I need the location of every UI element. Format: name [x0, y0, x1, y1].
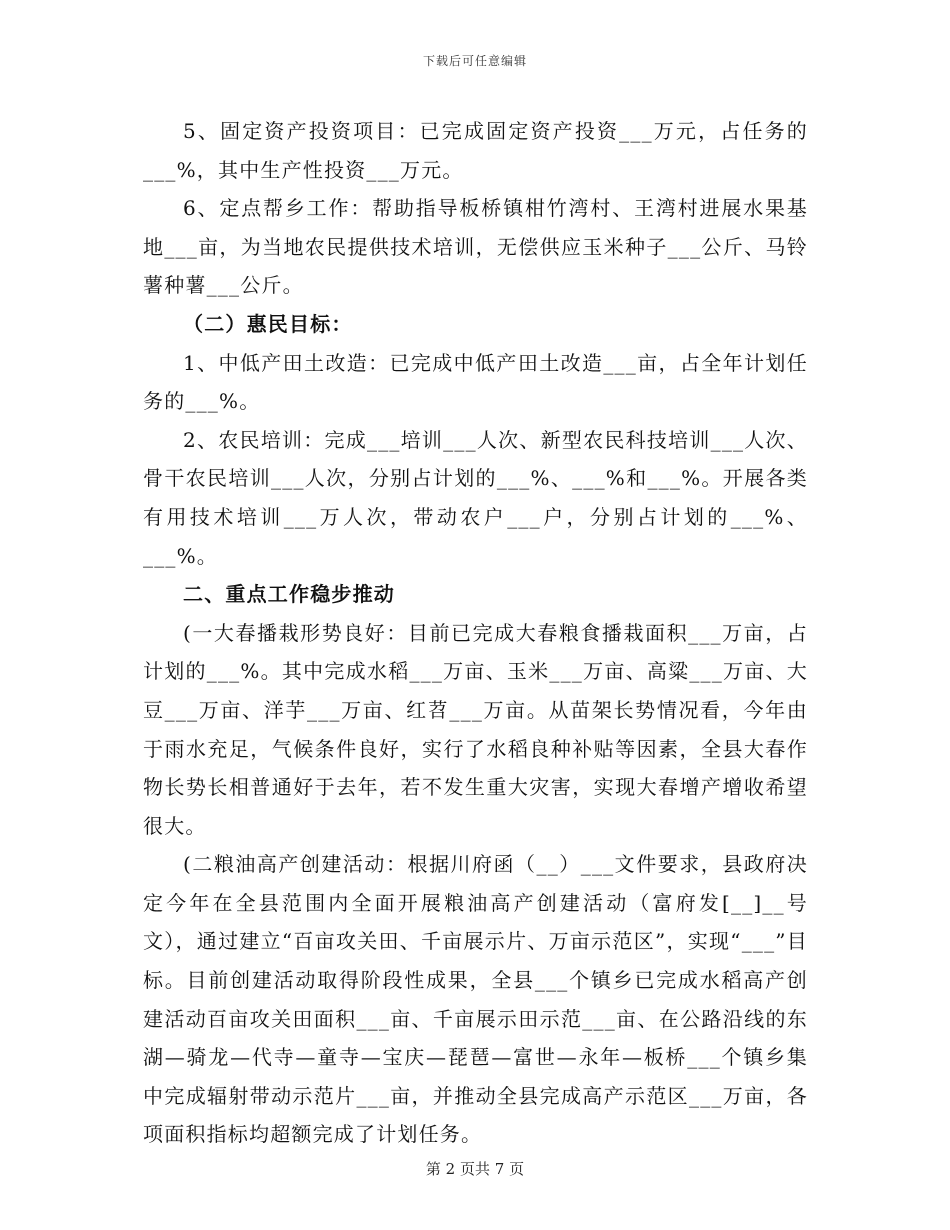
- paragraph-farmland-improvement: 1、中低产田土改造：已完成中低产田土改造___亩，占全年计划任务的___%。: [143, 350, 808, 414]
- paragraph-farmer-training: 2、农民培训：完成___培训___人次、新型农民科技培训___人次、骨干农民培训___人次，分别占计划的___%、___%和___%。开展各类有用技术培训___万人次，带动农户___户，分别占计划的___%、___%。: [143, 427, 808, 568]
- section-heading-benefit-targets: （二）惠民目标：: [183, 311, 353, 336]
- paragraph-high-yield-campaign: (二粮油高产创建活动：根据川府函（__）___文件要求，县政府决定今年在全县范围内全面开展粮油高产创建活动（富府发[__]__号文），通过建立“百亩攻关田、千亩展示片、万亩示范区”，实现“___”目标。目前创建活动取得阶段性成果，全县___个镇乡已完成水稻高产创建活动百亩攻关田面积___亩、千亩展示田示范___亩、在公路沿线的东湖—骑龙—代寺—童寺—宝庆—琵琶—富世—永年—板桥___个镇乡集中完成辐射带动示范片___亩，并推动全县完成高产示范区___万亩，各项面积指标均超额完成了计划任务。: [143, 852, 808, 1147]
- paragraph-township-assistance: 6、定点帮乡工作：帮助指导板桥镇柑竹湾村、王湾村进展水果基地___亩，为当地农民提供技术培训，无偿供应玉米种子___公斤、马铃薯种薯___公斤。: [143, 196, 808, 298]
- page-header: 下载后可任意编辑: [422, 54, 527, 68]
- paragraph-spring-planting: (一大春播栽形势良好：目前已完成大春粮食播栽面积___万亩，占计划的___%。其中完成水稻___万亩、玉米___万亩、高粱___万亩、大豆___万亩、洋芋___万亩、红苕___万亩。从苗架长势情况看，今年由于雨水充足，气候条件良好，实行了水稻良种补贴等因素，全县大春作物长势长相普通好于去年，若不发生重大灾害，实现大春增产增收希望很大。: [143, 620, 808, 838]
- section-heading-key-work: 二、重点工作稳步推动: [183, 582, 395, 607]
- paragraph-fixed-asset-investment: 5、固定资产投资项目：已完成固定资产投资___万元，占任务的___%，其中生产性投资___万元。: [143, 119, 808, 182]
- page-footer: 第 2 页共 7 页: [425, 1160, 525, 1178]
- document-body: [143, 112, 808, 1154]
